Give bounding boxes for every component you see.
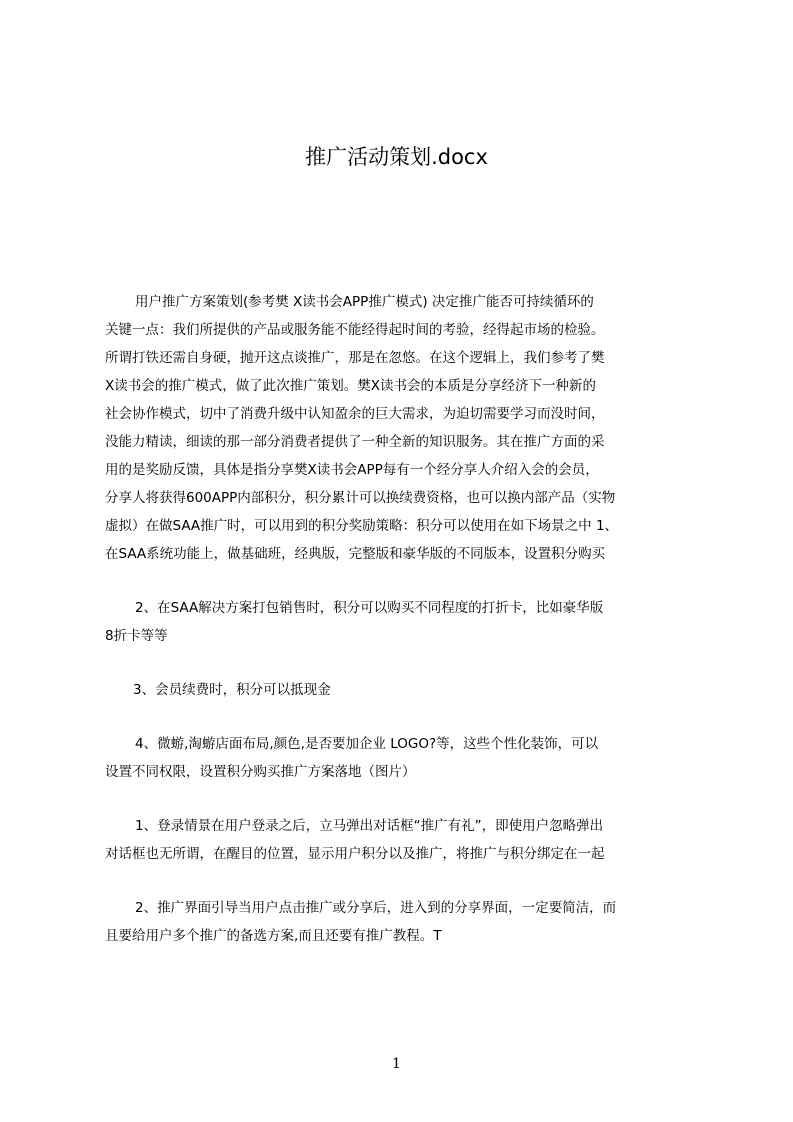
paragraph-line: 2、在SAA解决方案打包销售时，积分可以购买不同程度的打折卡，比如豪华版 — [135, 600, 604, 616]
paragraph-line: 虚拟）在做SAA推广时，可以用到的积分奖励策略：积分可以使用在如下场景之中 1、 — [105, 518, 619, 534]
paragraph-line: 所谓打铁还需自身硬，抛开这点谈推广，那是在忽悠。在这个逻辑上，我们参考了樊 — [105, 350, 605, 366]
paragraph-line: 且要给用户多个推广的备选方案,而且还要有推广教程。T — [105, 928, 442, 944]
paragraph-line: 3、会员续费时，积分可以抵现金 — [133, 682, 331, 698]
paragraph-line: 社会协作模式，切中了消费升级中认知盈余的巨大需求，为迫切需要学习而没时间， — [105, 406, 605, 422]
paragraph-line: 2、推广界面引导当用户点击推广或分享后，进入到的分享界面，一定要简洁，而 — [135, 900, 617, 916]
paragraph-gap — [105, 704, 701, 730]
paragraph-gap — [105, 786, 701, 812]
paragraph-line: 没能力精读，细读的那一部分消费者提供了一种全新的知识服务。其在推广方面的采 — [105, 434, 605, 450]
paragraph-gap — [105, 650, 701, 676]
document-body — [105, 288, 701, 950]
paragraph-line: 分享人将获得600APP内部积分，积分累计可以换续费资格，也可以换内部产品（实物 — [105, 490, 616, 506]
paragraph-line: 8折卡等等 — [105, 628, 168, 644]
page-number: 1 — [392, 1056, 401, 1072]
paragraph-gap — [105, 868, 701, 894]
paragraph-line: 对话框也无所谓，在醒目的位置，显示用户积分以及推广，将推广与积分绑定在一起 — [105, 846, 605, 862]
paragraph-line: 在SAA系统功能上，做基础班，经典版，完整版和豪华版的不同版本，设置积分购买 — [105, 546, 606, 562]
paragraph-gap — [105, 568, 701, 594]
paragraph-line: 关键一点：我们所提供的产品或服务能不能经得起时间的考验，经得起市场的检验。 — [105, 322, 605, 338]
paragraph-line: 设置不同权限，设置积分购买推广方案落地（图片） — [105, 764, 416, 780]
paragraph-line: 用户推广方案策划(参考樊 X读书会APP推广模式) 决定推广能否可持续循环的 — [135, 294, 594, 310]
document-title: 推广活动策划.docx — [305, 145, 488, 169]
paragraph-line: 1、登录情景在用户登录之后，立马弹出对话框“推广有礼”，即使用户忽略弹出 — [135, 818, 604, 834]
paragraph-line: 用的是奖励反馈，具体是指分享樊X读书会APP每有一个经分享人介绍入会的会员， — [105, 462, 599, 478]
paragraph-line: X读书会的推广模式，做了此次推广策划。樊X读书会的本质是分享经济下一种新的 — [105, 378, 596, 394]
paragraph-line: 4、微蝣,淘蝣店面布局,颜色,是否要加企业 LOGO?等，这些个性化装饰，可以 — [135, 736, 599, 752]
